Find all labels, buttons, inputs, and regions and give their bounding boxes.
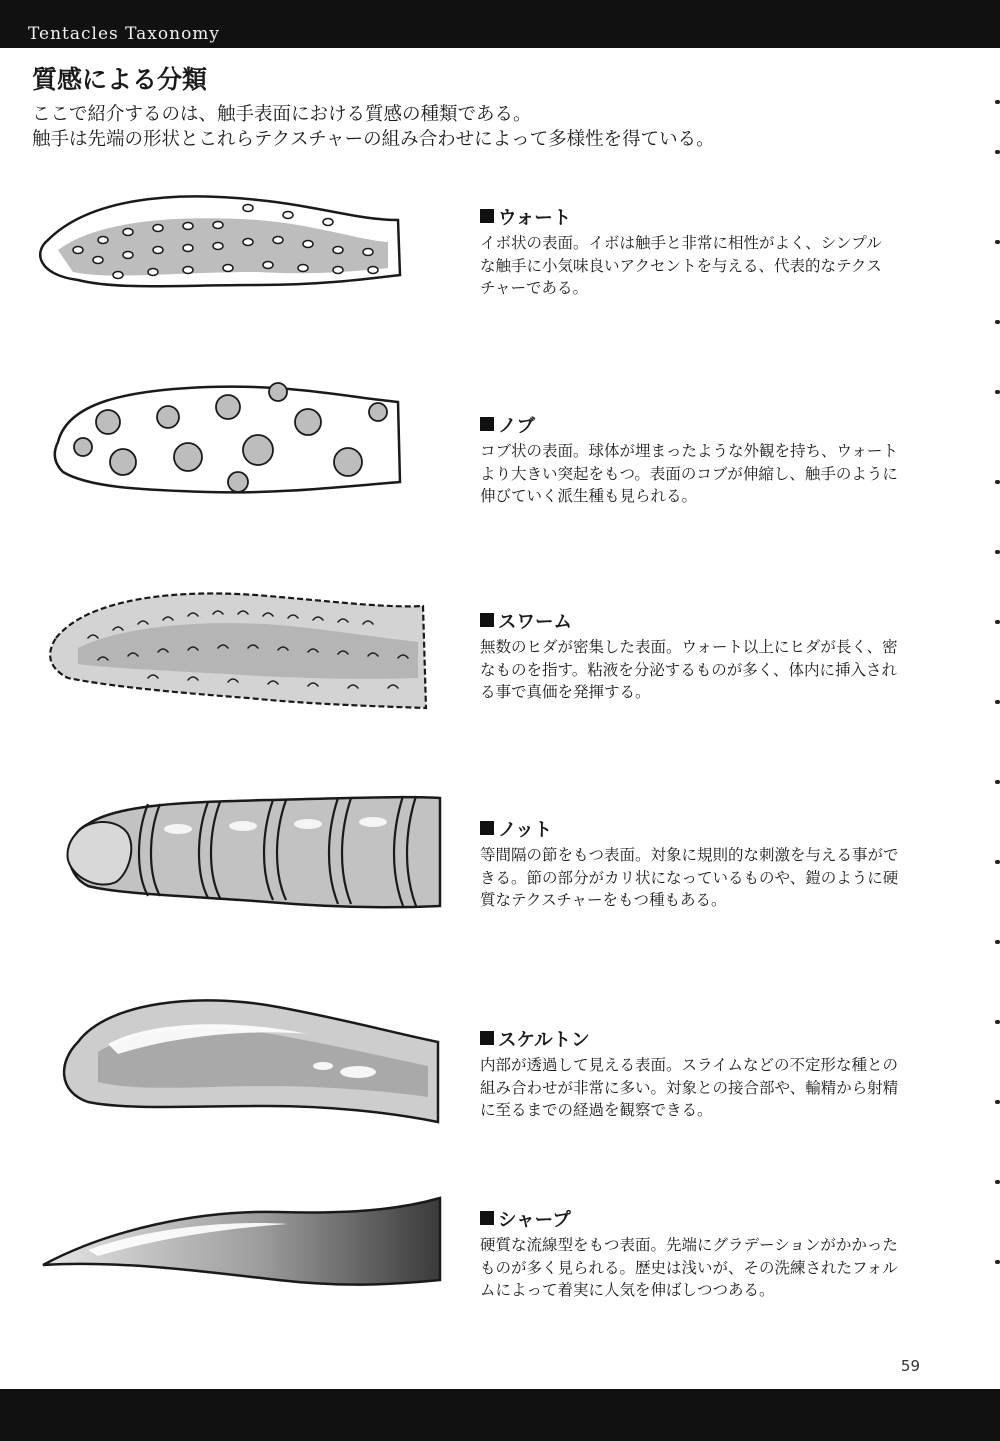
sharp-description <box>480 1206 930 1302</box>
item-body: 硬質な流線型をもつ表面。先端にグラデーションがかかった ものが多く見られる。歴史は浅いが、その洗練されたフォル ムによって着実に人気を伸ばしつつある。 <box>480 1236 898 1299</box>
bullet-square-icon <box>480 417 494 431</box>
swarm-heading <box>480 608 930 634</box>
item-body: コブ状の表面。球体が埋まったような外観を持ち、ウォート より大きい突起をもつ。表面のコブが伸縮し、触手のように 伸びていく派生種も見られる。 <box>480 442 898 505</box>
intro-line: 触手は先端の形状とこれらテクスチャーの組み合わせによって多様性を得ている。 <box>32 129 715 150</box>
section-title: 質感による分類 <box>32 65 208 94</box>
skeleton-heading <box>480 1026 930 1052</box>
sharp-heading <box>480 1206 930 1232</box>
item-body: 内部が透過して見える表面。スライムなどの不定形な種との 組み合わせが非常に多い。対象との接合部や、輸精から射精 に至るまでの経過を観察できる。 <box>480 1056 899 1119</box>
knot-heading <box>480 816 930 842</box>
page-number: 59 <box>900 1357 920 1375</box>
skeleton-description <box>480 1026 930 1122</box>
item-title: スワーム <box>498 612 573 633</box>
wart-tentacle-illustration <box>28 180 448 340</box>
intro-text <box>32 102 972 152</box>
skeleton-tentacle-illustration <box>28 982 448 1142</box>
bullet-square-icon <box>480 209 494 223</box>
item-title: ノット <box>498 820 553 841</box>
knot-tentacle-illustration <box>28 774 448 934</box>
item-title: ウォート <box>498 208 572 229</box>
knob-heading <box>480 412 930 438</box>
item-title: シャープ <box>498 1210 571 1231</box>
intro-line: ここで紹介するのは、触手表面における質感の種類である。 <box>32 104 532 125</box>
bottom-bar <box>0 1389 1000 1441</box>
knot-description <box>480 816 930 912</box>
page-edge-marks <box>992 60 1000 1340</box>
running-title: Tentacles Taxonomy <box>28 24 221 44</box>
item-body: 無数のヒダが密集した表面。ウォート以上にヒダが長く、密 なものを指す。粘液を分泌するものが多く、体内に挿入され る事で真価を発揮する。 <box>480 638 898 701</box>
bullet-square-icon <box>480 613 494 627</box>
item-body: イボ状の表面。イボは触手と非常に相性がよく、シンプル な触手に小気味良いアクセントを与える、代表的なテクス チャーである。 <box>480 234 882 297</box>
item-body: 等間隔の節をもつ表面。対象に規則的な刺激を与える事がで きる。節の部分がカリ状になっているものや、鎧のように硬 質なテクスチャーをもつ種もある。 <box>480 846 899 909</box>
wart-heading <box>480 204 930 230</box>
swarm-description <box>480 608 930 704</box>
item-title: スケルトン <box>498 1030 590 1051</box>
bullet-square-icon <box>480 821 494 835</box>
knob-tentacle-illustration <box>28 362 448 522</box>
knob-description <box>480 412 930 508</box>
swarm-tentacle-illustration <box>28 568 448 728</box>
item-title: ノブ <box>498 416 536 437</box>
bullet-square-icon <box>480 1211 494 1225</box>
sharp-tentacle-illustration <box>28 1180 448 1340</box>
wart-description <box>480 204 930 300</box>
bullet-square-icon <box>480 1031 494 1045</box>
